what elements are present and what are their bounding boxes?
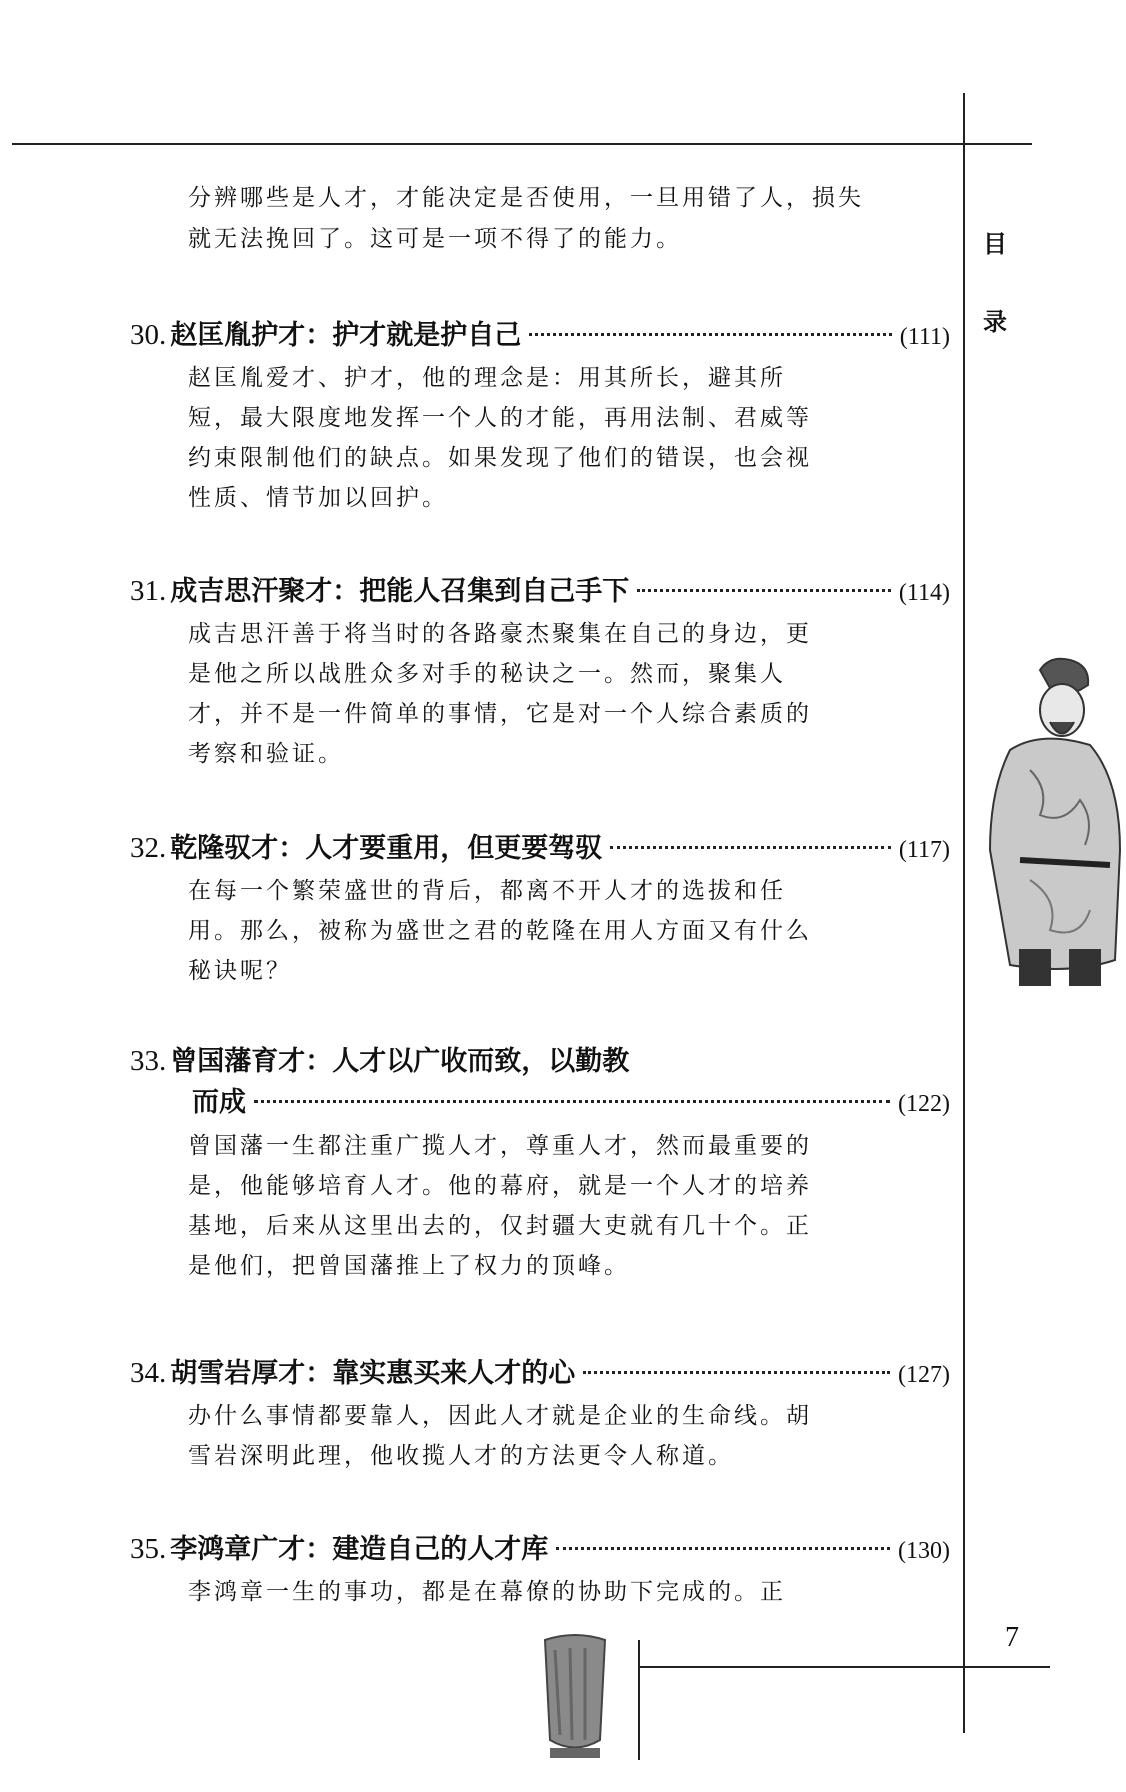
toc-entry-31[interactable] [130, 570, 950, 774]
entry-page: (111) [899, 324, 950, 350]
entry-description: 赵匡胤爱才、护才，他的理念是：用其所长，避其所短，最大限度地发挥一个人的才能，再用法制、君威等约束限制他们的缺点。如果发现了他们的错误，也会视性质、情节加以回护。 [188, 365, 812, 511]
dot-leader [583, 1371, 890, 1374]
entry-description: 李鸿章一生的事功，都是在幕僚的协助下完成的。正 [188, 1579, 786, 1605]
entry-title: 曾国藩育才：人才以广收而致，以勤教 [170, 1046, 630, 1077]
entry-number: 34. [130, 1357, 167, 1389]
dot-leader [254, 1100, 890, 1103]
entry-description: 成吉思汗善于将当时的各路豪杰聚集在自己的身边，更是他之所以战胜众多对手的秘诀之一。然而，聚集人才，并不是一件简单的事情，它是对一个人综合素质的考察和验证。 [188, 621, 812, 767]
entry-number: 31. [130, 575, 167, 607]
toc-entry-32[interactable] [130, 827, 950, 991]
entry-number: 32. [130, 832, 167, 864]
entry-title: 赵匡胤护才：护才就是护自己 [170, 320, 522, 351]
entry-title-continued: 而成 [192, 1087, 246, 1118]
bottom-vertical-rule [638, 1640, 640, 1760]
top-rule [12, 143, 1032, 145]
entry-page: (122) [898, 1091, 950, 1117]
entry-page: (127) [898, 1362, 950, 1388]
entry-page: (130) [898, 1538, 950, 1564]
toc-entry-30[interactable] [130, 314, 950, 518]
bottom-rule [640, 1666, 1050, 1668]
entry-title: 胡雪岩厚才：靠实惠买来人才的心 [170, 1358, 576, 1389]
side-title-char-1: 目 [983, 230, 1007, 258]
entry-page: (117) [898, 837, 950, 863]
entry-description: 在每一个繁荣盛世的背后，都离不开人才的选拔和任用。那么，被称为盛世之君的乾隆在用人方面又有什么秘诀呢？ [188, 878, 812, 984]
official-figure-illustration [970, 650, 1126, 990]
side-section-title [975, 205, 1015, 361]
vase-illustration [530, 1630, 620, 1780]
toc-entry-35[interactable] [130, 1528, 950, 1612]
dot-leader [556, 1547, 890, 1550]
entry-page: (114) [898, 580, 950, 606]
entry-title: 乾隆驭才：人才要重用，但更要驾驭 [170, 833, 603, 864]
entry-number: 30. [130, 319, 167, 351]
entry-description: 办什么事情都要靠人，因此人才就是企业的生命线。胡雪岩深明此理，他收揽人才的方法更令人称道。 [188, 1403, 812, 1469]
entry-number: 35. [130, 1533, 167, 1565]
toc-entry-34[interactable] [130, 1352, 950, 1476]
intro-paragraph: 分辨哪些是人才，才能决定是否使用，一旦用错了人，损失就无法挽回了。这可是一项不得了的能力。 [188, 185, 864, 252]
dot-leader [610, 846, 891, 849]
dot-leader [637, 589, 891, 592]
page-number: 7 [1005, 1622, 1019, 1653]
entry-title: 成吉思汗聚才：把能人召集到自己手下 [170, 576, 630, 607]
dot-leader [529, 333, 892, 336]
side-title-char-2: 录 [983, 308, 1007, 336]
entry-description: 曾国藩一生都注重广揽人才，尊重人才，然而最重要的是，他能够培育人才。他的幕府，就是一个人才的培养基地，后来从这里出去的，仅封疆大吏就有几十个。正是他们，把曾国藩推上了权力的顶峰。 [188, 1133, 812, 1279]
entry-number: 33. [130, 1045, 167, 1077]
entry-title: 李鸿章广才：建造自己的人才库 [170, 1534, 549, 1565]
toc-entry-33[interactable] [130, 1040, 950, 1286]
margin-rule [963, 93, 965, 1733]
